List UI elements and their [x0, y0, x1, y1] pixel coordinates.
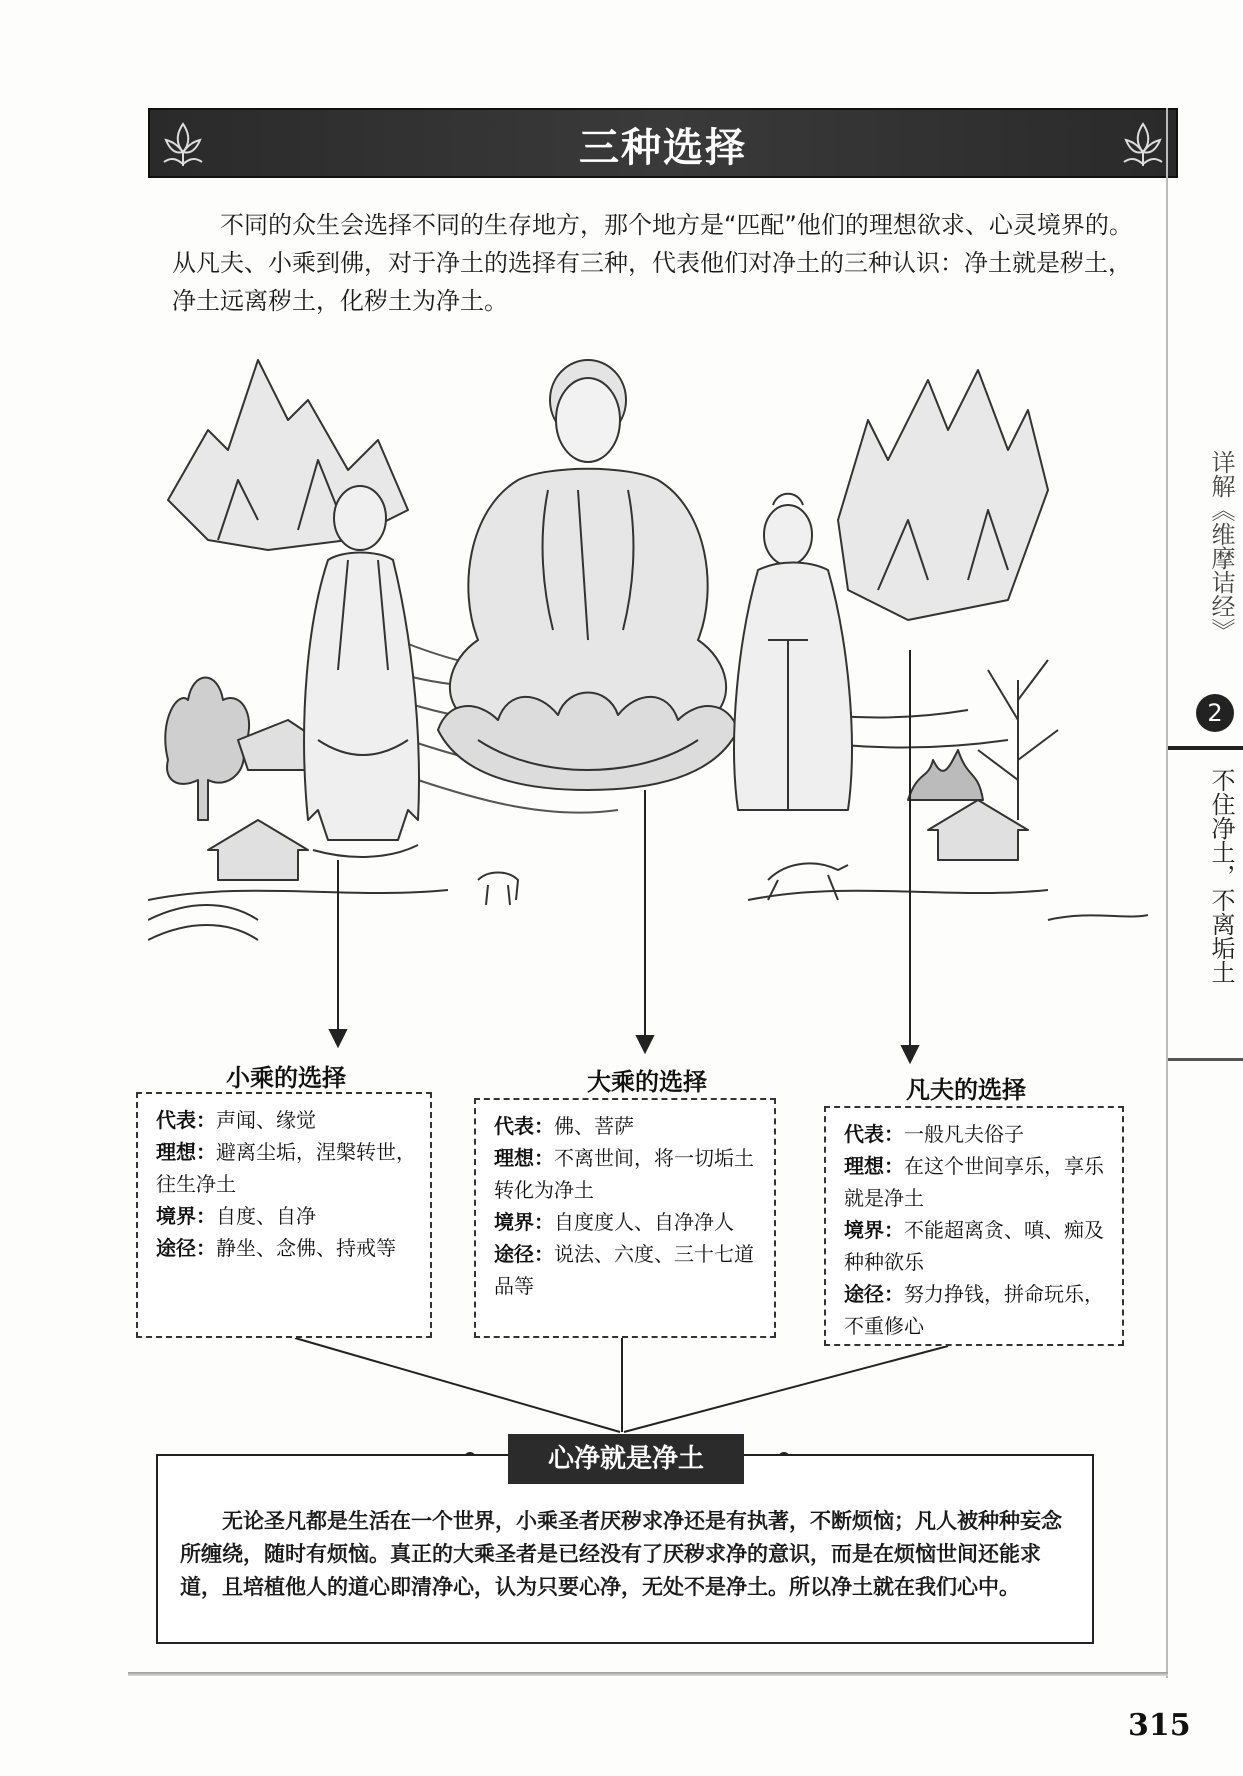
summary-title: 心净就是净土: [508, 1434, 744, 1484]
ordinary-choice-title: 凡夫的选择: [906, 1076, 1026, 1104]
ordinary-choice-box: [824, 1106, 1124, 1346]
choice-row: [844, 1150, 1108, 1214]
tab-divider: [1168, 746, 1243, 750]
choice-row: [156, 1232, 416, 1264]
summary-text: 无论圣凡都是生活在一个世界，小乘圣者厌秽求净还是有执著，不断烦恼；凡人被种种妄念所缠绕，随时有烦恼。真正的大乘圣者是已经没有了厌秽求净的意识，而是在烦恼世间还能求道，且培植他人的道心即清净心，认为只要心净，无处不是净土。所以净土就在我们心中。: [180, 1508, 1062, 1599]
row-label: 境界：: [844, 1218, 904, 1242]
choice-row: [494, 1206, 760, 1238]
row-label: 途径：: [844, 1282, 904, 1306]
page-bottom-rule: [128, 1672, 1168, 1676]
choice-row: [156, 1200, 416, 1232]
row-text: 声闻、缘觉: [216, 1108, 316, 1132]
chapter-title-tab: 不住净土，不离垢土: [1207, 768, 1235, 984]
row-label: 境界：: [156, 1204, 216, 1228]
tree-left: [165, 678, 249, 821]
row-text: 避离尘垢，涅槃转世，往生净土: [156, 1140, 416, 1196]
monk-robe: [304, 553, 419, 841]
row-text: 不能超离贪、嗔、痴及种种欲乐: [844, 1218, 1104, 1274]
commoner-robe: [734, 563, 852, 811]
book-title-tab: 详解《维摩诘经》: [1207, 450, 1235, 642]
mahayana-choice-box: [474, 1098, 776, 1338]
choice-row: [156, 1136, 416, 1200]
row-text: 一般凡夫俗子: [904, 1122, 1024, 1146]
mahayana-choice-title: 大乘的选择: [587, 1068, 707, 1096]
choice-row: [494, 1238, 760, 1302]
buddha-body: [450, 469, 726, 720]
row-text: 自度、自净: [216, 1204, 316, 1228]
monk-head: [334, 486, 386, 550]
choice-row: [844, 1118, 1108, 1150]
choice-row: [844, 1278, 1108, 1342]
flames: [908, 750, 983, 800]
row-text: 努力挣钱，拼命玩乐，不重修心: [844, 1282, 1104, 1338]
mountains-right: [838, 370, 1048, 620]
page-edge-line: [1166, 108, 1168, 1678]
hinayana-choice-title: 小乘的选择: [226, 1064, 346, 1092]
page-title: 三种选择: [579, 125, 747, 171]
illustration: [148, 340, 1148, 1060]
page-number: 315: [1128, 1708, 1191, 1743]
goat: [478, 873, 518, 906]
choice-row: [156, 1104, 416, 1136]
row-label: 途径：: [156, 1236, 216, 1260]
row-text: 不离世间，将一切垢土转化为净土: [494, 1146, 754, 1202]
row-text: 自度度人、自净净人: [554, 1210, 734, 1234]
hinayana-choice-box: [136, 1092, 432, 1338]
bare-tree-right: [978, 660, 1058, 820]
row-label: 理想：: [494, 1146, 554, 1170]
row-label: 理想：: [156, 1140, 216, 1164]
row-text: 在这个世间享乐，享乐就是净土: [844, 1154, 1104, 1210]
row-label: 途径：: [494, 1242, 554, 1266]
choice-row: [494, 1142, 760, 1206]
row-text: 静坐、念佛、持戒等: [216, 1236, 396, 1260]
lotus-ornament-icon: [1116, 116, 1170, 170]
row-label: 境界：: [494, 1210, 554, 1234]
buddha-head: [556, 378, 620, 462]
hut-left: [208, 820, 308, 880]
row-label: 代表：: [844, 1122, 904, 1146]
hut-right: [928, 800, 1028, 860]
row-text: 说法、六度、三十七道品等: [494, 1242, 754, 1298]
choice-row: [494, 1110, 760, 1142]
row-text: 佛、菩萨: [554, 1114, 634, 1138]
commoner-head: [764, 505, 812, 565]
intro-paragraph: 不同的众生会选择不同的生存地方，那个地方是“匹配”他们的理想欲求、心灵境界的。从凡夫、小乘到佛，对于净土的选择有三种，代表他们对净土的三种认识：净土就是秽土，净土远离秽土，化秽土为净土。: [172, 211, 1133, 315]
chapter-number-badge: 2: [1196, 694, 1234, 732]
row-label: 代表：: [494, 1114, 554, 1138]
bridge: [148, 905, 258, 940]
row-label: 代表：: [156, 1108, 216, 1132]
choice-row: [844, 1214, 1108, 1278]
row-label: 理想：: [844, 1154, 904, 1178]
title-banner: [148, 108, 1178, 178]
tab-divider: [1168, 1058, 1243, 1061]
